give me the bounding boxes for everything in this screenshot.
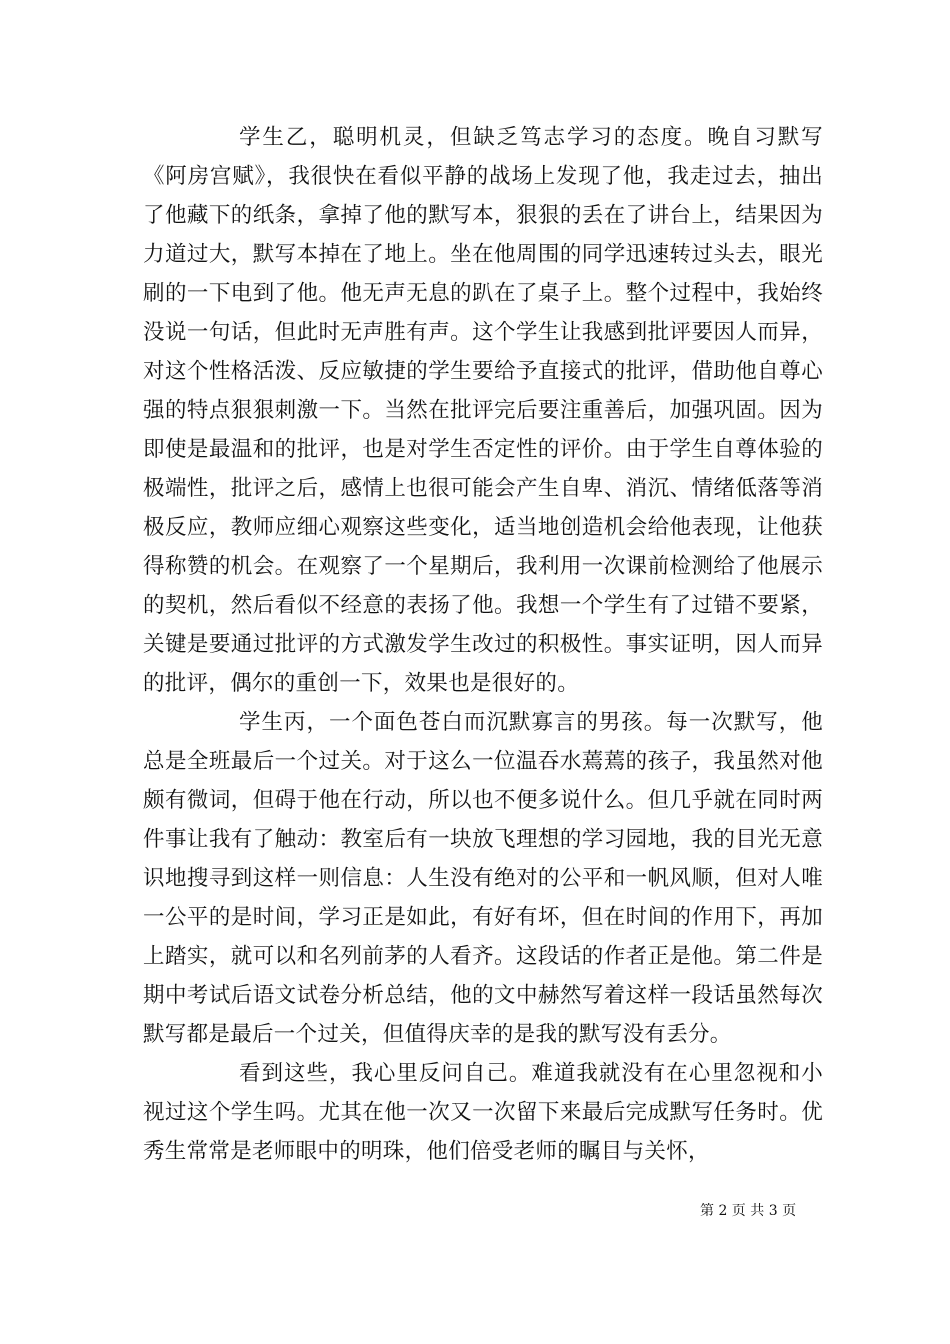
page-number-footer: 第 2 页 共 3 页 (700, 1203, 797, 1219)
paragraph-student-b: 学生乙，聪明机灵，但缺乏笃志学习的态度。晚自习默写《阿房宫赋》，我很快在看似平静的战场上发现了他，我走过去，抽出了他藏下的纸条，拿掉了他的默写本，狠狠的丢在了讲台上，结果因为力道过大，默写本掉在了地上。坐在他周围的同学迅速转过头去，眼光刷的一下电到了他。他无声无息的趴在了桌子上。整个过程中，我始终没说一句话，但此时无声胜有声。这个学生让我感到批评要因人而异，对这个性格活泼、反应敏捷的学生要给予直接式的批评，借助他自尊心强的特点狠狠刺激一下。当然在批评完后要注重善后，加强巩固。因为即使是最温和的批评，也是对学生否定性的评价。由于学生自尊体验的极端性，批评之后，感情上也很可能会产生自卑、消沉、情绪低落等消极反应，教师应细心观察这些变化，适当地创造机会给他表现，让他获得称赞的机会。在观察了一个星期后，我利用一次课前检测给了他展示的契机，然后看似不经意的表扬了他。我想一个学生有了过错不要紧，关键是要通过批评的方式激发学生改过的积极性。事实证明，因人而异的批评，偶尔的重创一下，效果也是很好的。 (143, 125, 823, 696)
document-body (143, 118, 823, 1171)
paragraph-student-c: 学生丙，一个面色苍白而沉默寡言的男孩。每一次默写，他总是全班最后一个过关。对于这么一位温吞水蔫蔫的孩子，我虽然对他颇有微词，但碍于他在行动，所以也不便多说什么。但几乎就在同时两件事让我有了触动：教室后有一块放飞理想的学习园地，我的目光无意识地搜寻到这样一则信息：人生没有绝对的公平和一帆风顺，但对人唯一公平的是时间，学习正是如此，有好有坏，但在时间的作用下，再加上踏实，就可以和名列前茅的人看齐。这段话的作者正是他。第二件是期中考试后语文试卷分析总结，他的文中赫然写着这样一段话虽然每次默写都是最后一个过关，但值得庆幸的是我的默写没有丢分。 (143, 710, 823, 1047)
paragraph-reflection: 看到这些，我心里反问自己。难道我就没有在心里忽视和小视过这个学生吗。尤其在他一次又一次留下来最后完成默写任务时。优秀生常常是老师眼中的明珠，他们倍受老师的瞩目与关怀， (143, 1061, 823, 1164)
